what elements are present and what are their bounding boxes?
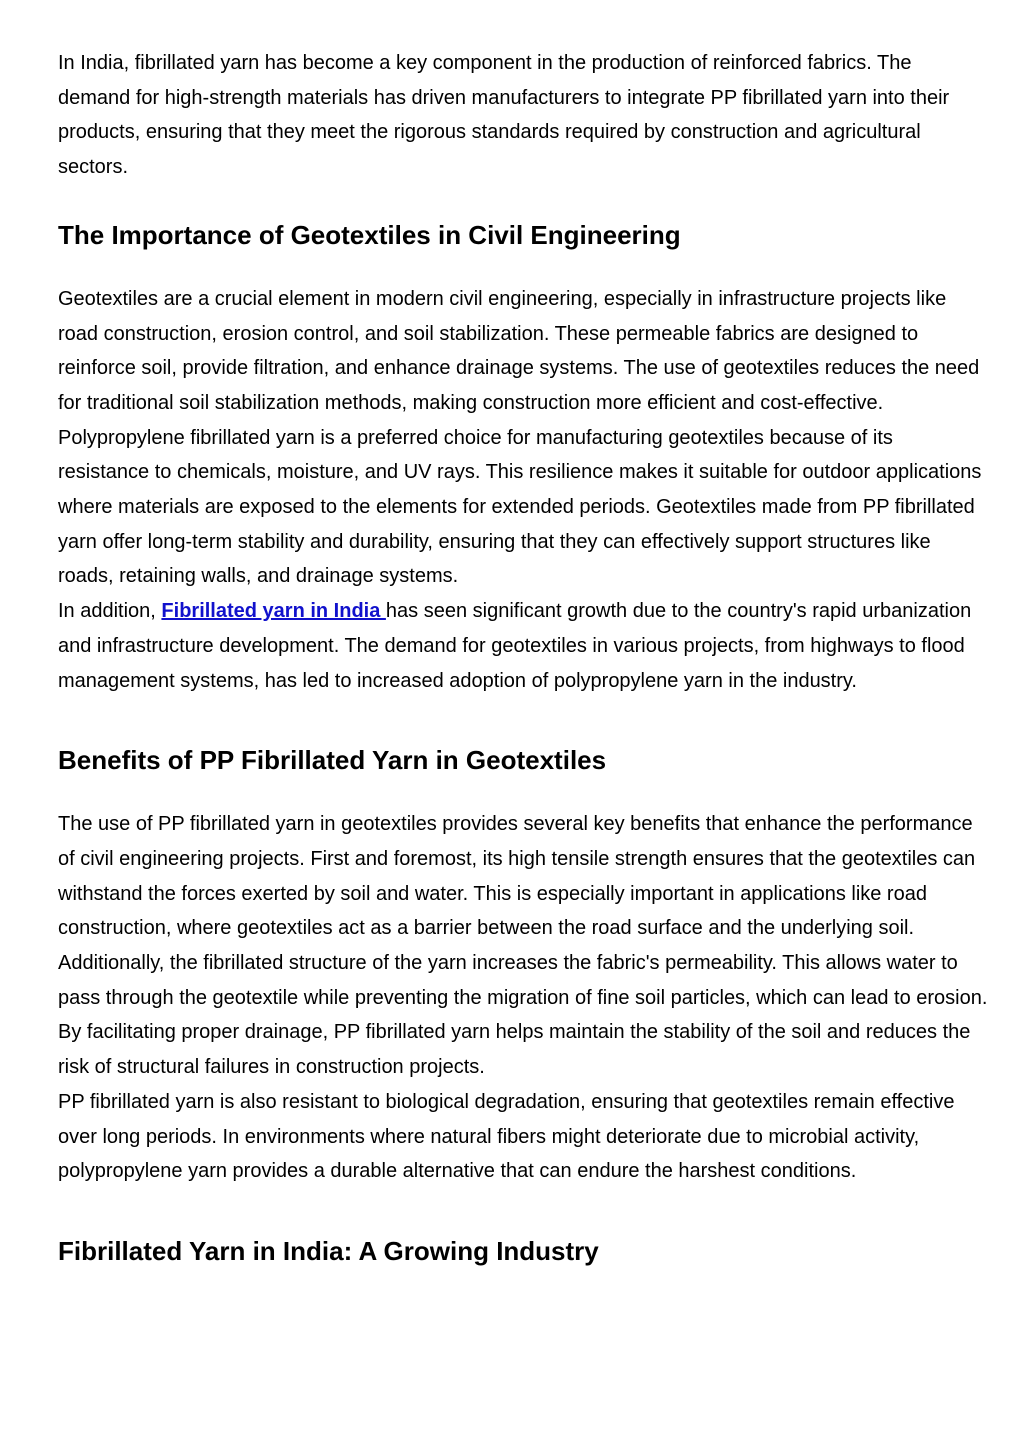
document-page <box>58 46 988 1268</box>
geotextiles-paragraph-3-prefix: In addition, <box>58 600 162 623</box>
benefits-paragraph-3: PP fibrillated yarn is also resistant to biological degradation, ensuring that geotextiles remain effective over long periods. In environments where natural fibers might deteriorate due to microbial activity, polypropylene yarn provides a durable alternative that can endure the harshest conditions. <box>58 1090 955 1183</box>
benefits-paragraph-2: Additionally, the fibrillated structure of the yarn increases the fabric's permeability. This allows water to pass through the geotextile while preventing the migration of fine soil particles, which can lead to erosion. By facilitating proper drainage, PP fibrillated yarn helps maintain the stability of the soil and reduces the risk of structural failures in construction projects. <box>58 952 988 1079</box>
intro-paragraph: In India, fibrillated yarn has become a key component in the production of reinforced fabrics. The demand for high-strength materials has driven manufacturers to integrate PP fibrillated yarn into their products, ensuring that they meet the rigorous standards required by construction and agricultural sectors. <box>58 52 950 179</box>
benefits-paragraph-1: The use of PP fibrillated yarn in geotextiles provides several key benefits that enhance the performance of civil engineering projects. First and foremost, its high tensile strength ensures that the geotextiles can withstand the forces exerted by soil and water. This is especially important in applications like road construction, where geotextiles act as a barrier between the road surface and the underlying soil. <box>58 813 976 940</box>
fibrillated-yarn-india-link[interactable]: Fibrillated yarn in India <box>161 600 386 623</box>
geotextiles-paragraph-2: Polypropylene fibrillated yarn is a preferred choice for manufacturing geotextiles because of its resistance to chemicals, moisture, and UV rays. This resilience makes it suitable for outdoor applications where materials are exposed to the elements for extended periods. Geotextiles made from PP fibrillated yarn offer long-term stability and durability, ensuring that they can effectively support structures like roads, retaining walls, and drainage systems. <box>58 426 982 588</box>
heading-benefits: Benefits of PP Fibrillated Yarn in Geotextiles <box>58 745 607 776</box>
geotextiles-paragraph-1: Geotextiles are a crucial element in modern civil engineering, especially in infrastructure projects like road construction, erosion control, and soil stabilization. These permeable fabrics are designed to reinforce soil, provide filtration, and enhance drainage systems. The use of geotextiles reduces the need for traditional soil stabilization methods, making construction more efficient and cost-effective. <box>58 287 980 414</box>
geotextiles-paragraph-3-suffix: has seen significant growth due to the country's rapid urbanization and infrastructure development. The demand for geotextiles in various projects, from highways to flood management systems, has led to increased adoption of polypropylene yarn in the industry. <box>58 600 972 692</box>
geotextiles-paragraph-3 <box>58 594 988 698</box>
heading-geotextiles-importance: The Importance of Geotextiles in Civil Engineering <box>58 219 681 250</box>
heading-india-industry: Fibrillated Yarn in India: A Growing Industry <box>58 1235 599 1266</box>
